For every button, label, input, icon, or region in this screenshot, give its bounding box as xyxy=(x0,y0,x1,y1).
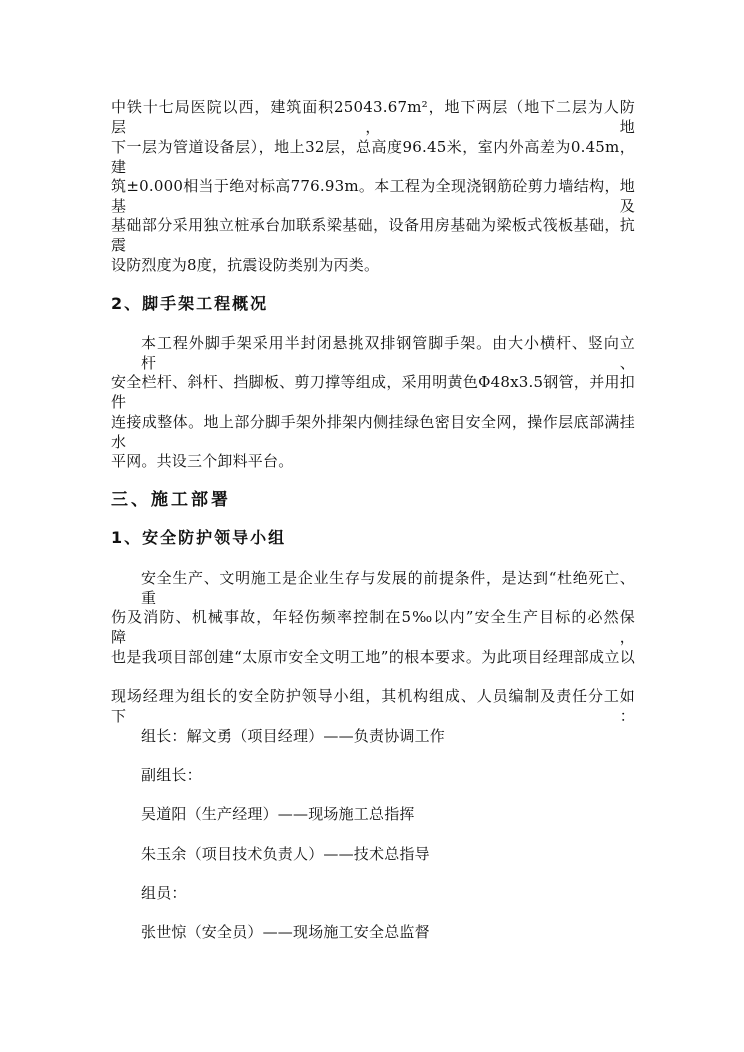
chapter-heading-deployment: 三、施工部署 xyxy=(111,490,231,510)
deputy-label: 副组长： xyxy=(141,766,202,784)
deputy-entry: 朱玉余（项目技术负责人）——技术总指导 xyxy=(141,845,430,863)
paragraph-line: 平网。共设三个卸料平台。 xyxy=(111,452,294,470)
paragraph-line: 也是我项目部创建“太原市安全文明工地”的根本要求。为此项目经理部成立以 xyxy=(111,648,635,666)
paragraph-line: 伤及消防、机械事故，年轻伤频率控制在5‰以内”安全生产目标的必然保障， xyxy=(111,608,635,646)
leader-entry: 组长：解文勇（项目经理）——负责协调工作 xyxy=(141,727,446,745)
section-heading-leadership: 1、安全防护领导小组 xyxy=(111,528,287,547)
paragraph-line: 基础部分采用独立桩承台加联系梁基础，设备用房基础为梁板式筏板基础，抗震 xyxy=(111,216,635,254)
paragraph-line: 现场经理为组长的安全防护领导小组，其机构组成、人员编制及责任分工如下： xyxy=(111,687,635,725)
paragraph-line: 设防烈度为8度，抗震设防类别为丙类。 xyxy=(111,256,380,274)
paragraph-line: 下一层为管道设备层），地上32层，总高度96.45米，室内外高差为0.45m，建 xyxy=(111,138,635,176)
deputy-entry: 吴道阳（生产经理）——现场施工总指挥 xyxy=(141,805,415,823)
paragraph-line: 连接成整体。地上部分脚手架外排架内侧挂绿色密目安全网，操作层底部满挂水 xyxy=(111,413,635,451)
paragraph-line: 本工程外脚手架采用半封闭悬挑双排钢管脚手架。由大小横杆、竖向立杆、 xyxy=(141,334,635,372)
paragraph-line: 中铁十七局医院以西，建筑面积25043.67m²，地下两层（地下二层为人防层，地 xyxy=(111,98,635,136)
paragraph-line: 安全栏杆、斜杆、挡脚板、剪刀撑等组成，采用明黄色Φ48x3.5钢管，并用扣件 xyxy=(111,373,635,411)
paragraph-line: 安全生产、文明施工是企业生存与发展的前提条件，是达到“杜绝死亡、重 xyxy=(141,569,635,607)
member-entry: 张世惊（安全员）——现场施工安全总监督 xyxy=(141,923,430,941)
paragraph-line: 筑±0.000相当于绝对标高776.93m。本工程为全现浇钢筋砼剪力墙结构，地基及 xyxy=(111,177,635,215)
section-heading-scaffold: 2、脚手架工程概况 xyxy=(111,294,269,313)
member-label: 组员： xyxy=(141,884,187,902)
